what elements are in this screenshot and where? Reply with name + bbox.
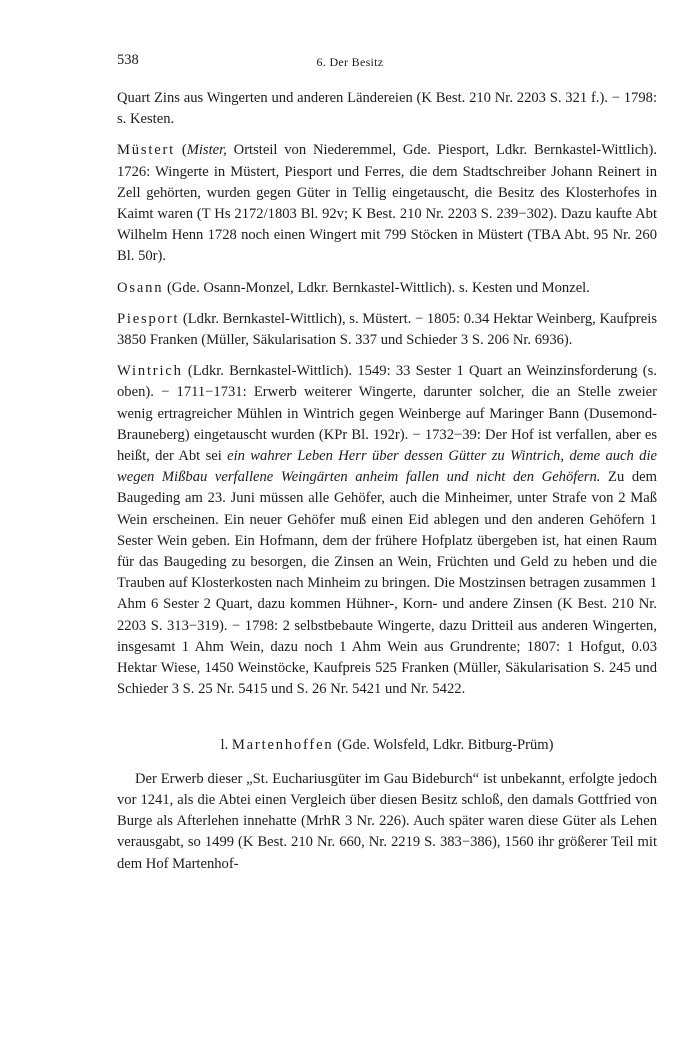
place-name: Piesport	[117, 310, 180, 327]
section-place: Martenhoffen	[231, 737, 334, 754]
place-name: Osann	[117, 279, 164, 296]
place-name: Müstert	[117, 142, 175, 159]
entry-piesport: Piesport (Ldkr. Bernkastel-Wittlich), s. Müstert. − 1805: 0.34 Hektar Weinberg, Kaufpreis 3850 Franken (Müller, Säkularisation S. 337 und Schieder 3 S. 206 Nr. 6936).	[117, 310, 657, 349]
section-heading: l. Martenhoffen (Gde. Wolsfeld, Ldkr. Bitburg-Prüm)	[220, 737, 554, 754]
running-head: 6. Der Besitz	[316, 55, 384, 69]
page-number: 538	[117, 52, 139, 68]
entry-wintrich: Wintrich (Ldkr. Bernkastel-Wittlich). 1549: 33 Sester 1 Quart an Weinzinsforderung (s. oben). − 1711−1731: Erwerb weiterer Wingerte, darunter solcher, die an Stelle zweier wenig ertragreicher Mühlen in Wintrich gegen Weinberge auf Maringer Bann (Dusemond-Brauneberg) eingetauscht wurden (KPr Bl. 192r). − 1732−39: Der Hof ist verfallen, aber es heißt, der Abt sei ein wahrer Leben Herr über dessen Gütter zu Wintrich, deme auch die wegen Mißbau verfallene Weingärten anheim fallen und nicht den Gehöfern. Zu dem Baugeding am 23. Juni müssen alle Gehöfer, auch die Minheimer, unter Strafe von 2 Maß Wein erscheinen. Ein neuer Gehöfer muß einen Eid ablegen und den anderen Gehöfern 1 Sester Wein geben. Ein Hofmann, dem der frühere Hofplatz übergeben ist, hat einen Raum für das Baugeding zu besorgen, die Zinsen an Wein, Früchten und Geld zu heben und die Trauben auf Klosterkosten nach Minheim zu bringen. Die Mostzinsen betragen zusammen 1 Ahm 6 Sester 2 Quart, dazu kommen Hühner-, Korn- und andere Zinsen (K Best. 210 Nr. 2203 S. 313−319). − 1798: 2 selbstbebaute Wingerte, dazu Dritteil aus anderen Wingerten, insgesamt 1 Ahm Wein, dazu noch 1 Ahm Wein aus Grundrente; 1807: 1 Hofgut, 0.03 Hektar Wiese, 1450 Weinstöcke, Kaufpreis 525 Franken (Müller, Säkularisation S. 245 und Schieder 3 S. 25 Nr. 5415 und S. 26 Nr. 5421 und Nr. 5422.	[117, 363, 658, 698]
paragraph-continuation: Quart Zins aus Wingerten und anderen Ländereien (K Best. 210 Nr. 2203 S. 321 f.). − 1798: s. Kesten.	[117, 90, 657, 128]
variant-name: Mister,	[186, 142, 227, 159]
page-body	[117, 88, 657, 885]
entry-osann: Osann (Gde. Osann-Monzel, Ldkr. Bernkastel-Wittlich). s. Kesten und Monzel.	[117, 279, 590, 296]
place-name: Wintrich	[117, 363, 183, 380]
section-paragraph: Der Erwerb dieser „St. Euchariusgüter im Gau Bideburch“ ist unbekannt, erfolgte jedoch vor 1241, als die Abtei einen Vergleich über diesen Besitz schloß, den damals Gottfried von Burge als Afterlehen innehatte (MrhR 3 Nr. 226). Auch später waren diese Güter als Lehen verausgabt, so 1499 (K Best. 210 Nr. 660, Nr. 2219 S. 383−386), 1560 ihr größerer Teil mit dem Hof Martenhof-	[117, 770, 657, 872]
entry-mustert: Müstert (Mister, Ortsteil von Niederemmel, Gde. Piesport, Ldkr. Bernkastel-Wittlich). 1726: Wingerte in Müstert, Piesport und Ferres, die dem Stadtschreiber Johann Reinert in Zell gehörten, wurden gegen Güter in Tellig eingetauscht, die Besitz des Klosterhofes in Kaimt waren (T Hs 2172/1803 Bl. 92v; K Best. 210 Nr. 2203 S. 239−302). Dazu kaufte Abt Wilhelm Henn 1728 noch einen Wingert mit 799 Stöcken in Müstert (TBA Abt. 95 Nr. 260 Bl. 50r).	[117, 142, 657, 265]
quotation: ein wahrer Leben Herr über dessen Gütter zu Wintrich, deme auch die wegen Mißbau verfallene Weingärten anheim fallen und nicht den Gehöfern.	[117, 448, 657, 486]
